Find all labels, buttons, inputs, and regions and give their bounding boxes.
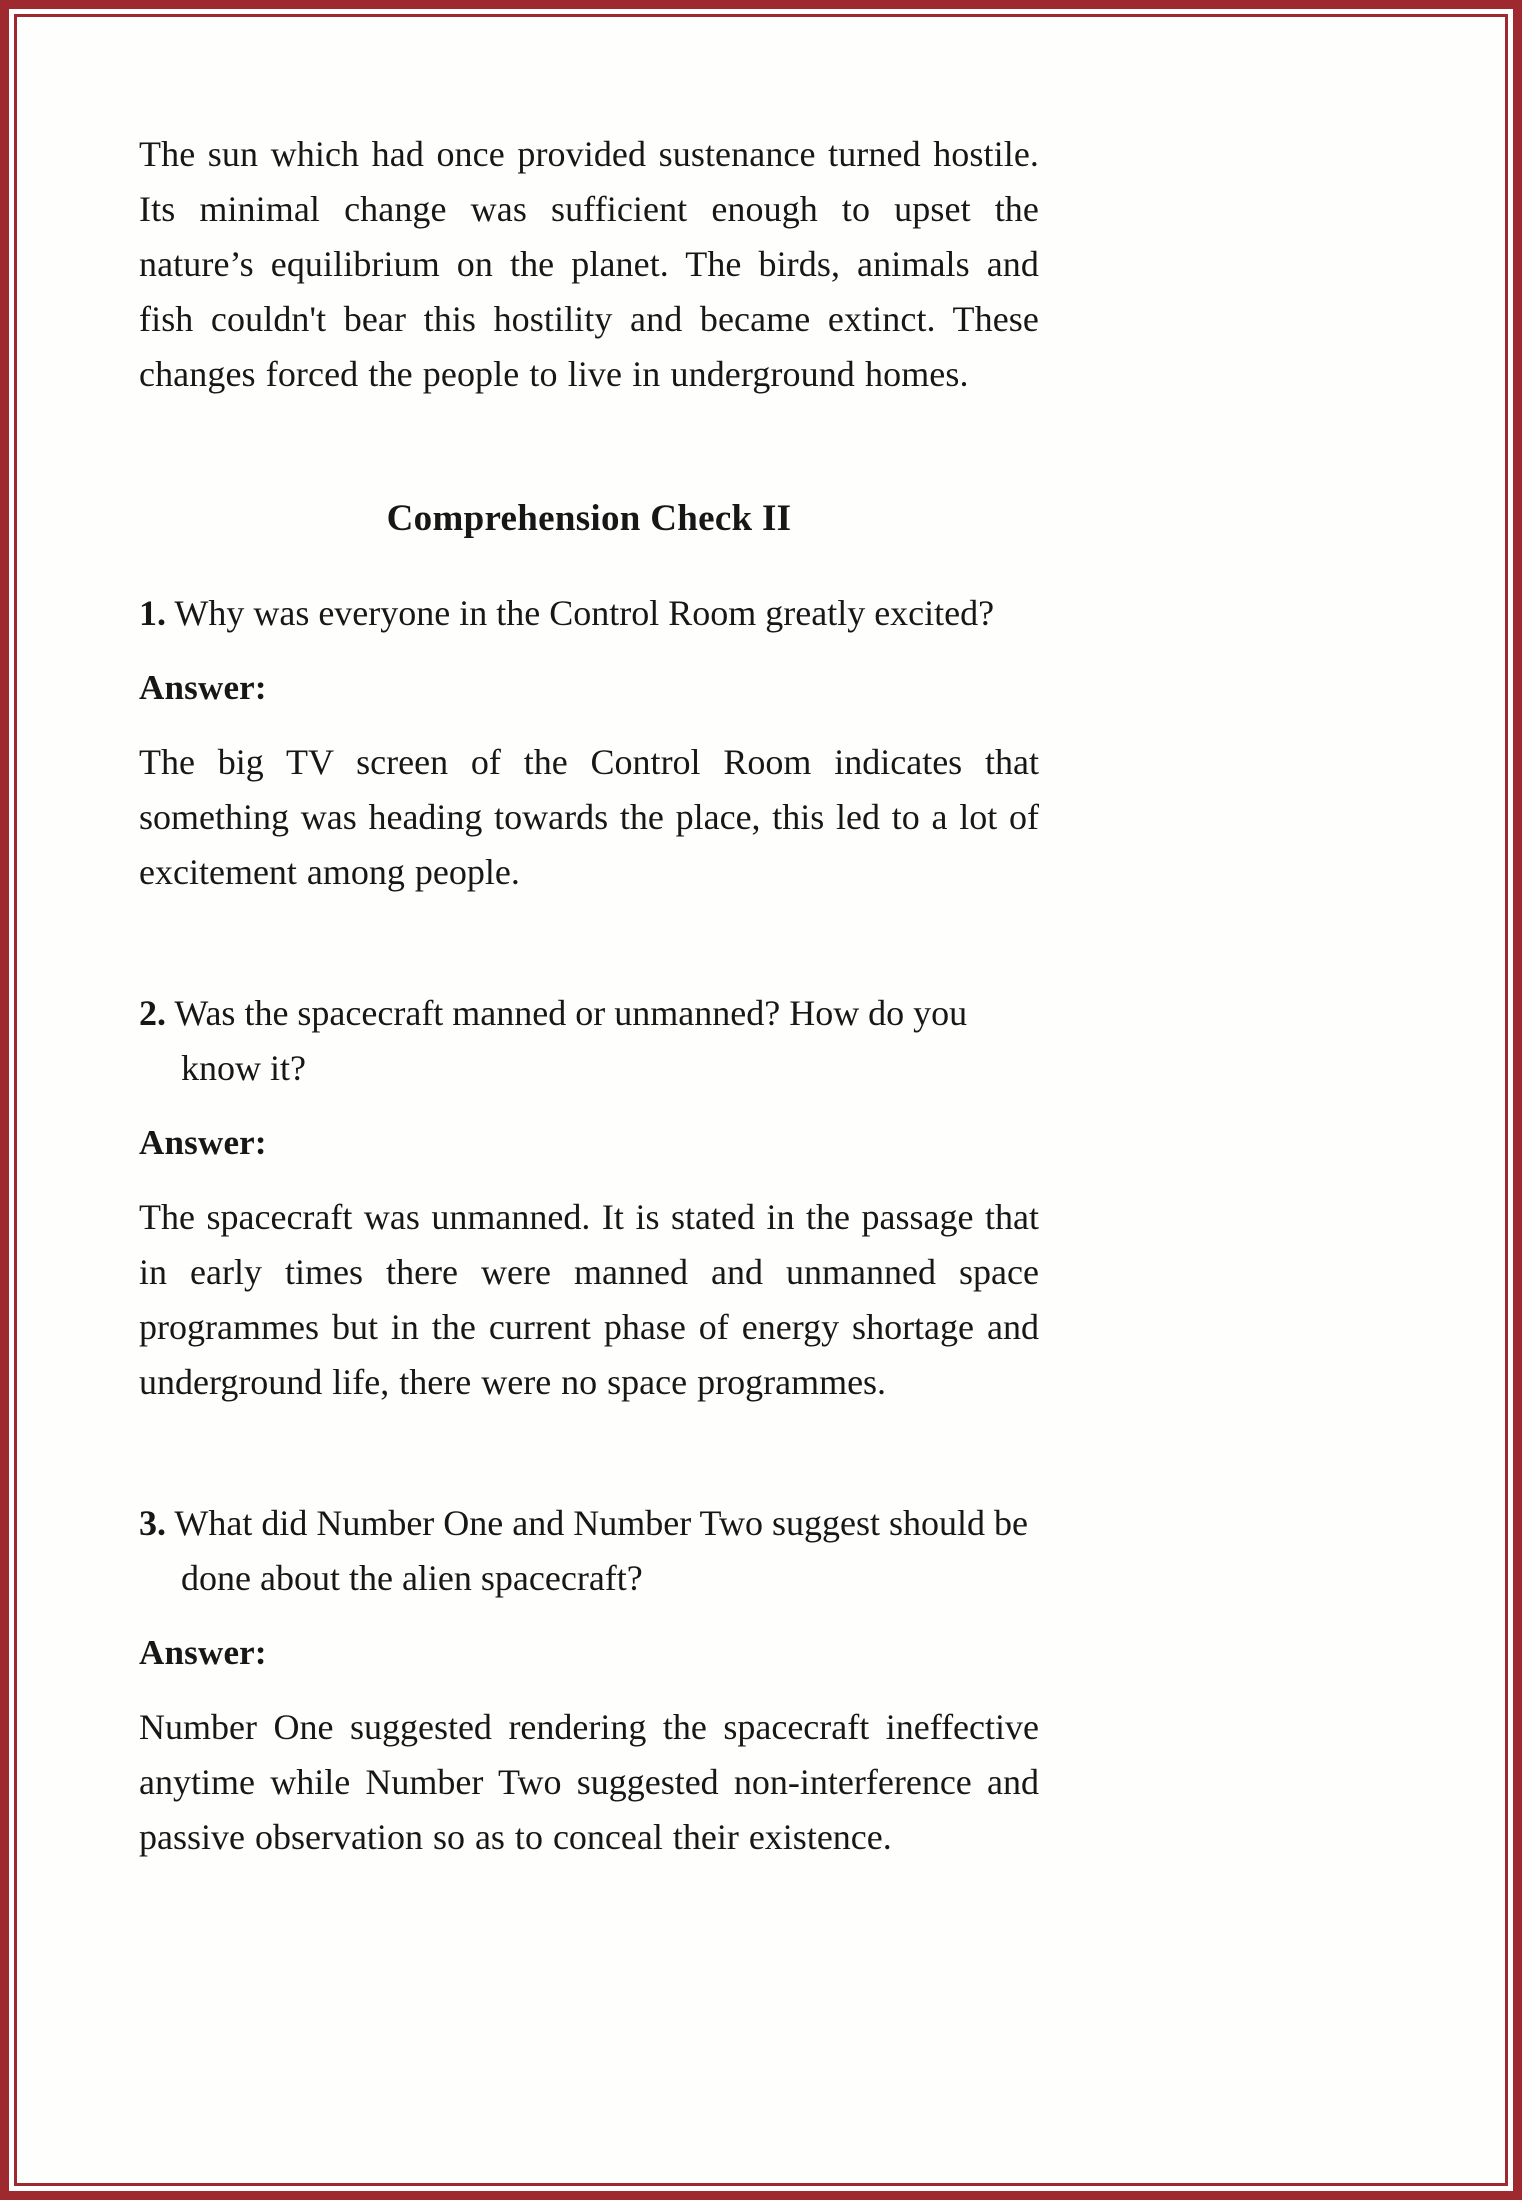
document-content-column: [139, 127, 1039, 1865]
spacer-question-1-answer: [139, 641, 1039, 663]
question-1-text: Why was everyone in the Control Room greatly excited?: [174, 593, 995, 633]
page-paper-surface: [17, 17, 1505, 2183]
spacer-after-question-1: [139, 900, 1039, 986]
section-title: Comprehension Check II: [386, 498, 792, 539]
spacer-after-question-2: [139, 1410, 1039, 1496]
spacer-answer-label-3-body: [139, 1678, 1039, 1700]
question-2: [139, 986, 1039, 1096]
question-2-number: 2.: [139, 993, 166, 1033]
intro-paragraph: The sun which had once provided sustenance turned hostile. Its minimal change was sufficient enough to upset the nature’s equilibrium on the planet. The birds, animals and fish couldn't bear this hostility and became extinct. These changes forced the people to live in underground homes.: [139, 134, 1039, 394]
question-1-number: 1.: [139, 593, 166, 633]
spacer-answer-label-1-body: [139, 713, 1039, 735]
answer-label-3: Answer:: [139, 1633, 267, 1672]
question-3-number: 3.: [139, 1503, 166, 1543]
spacer-question-2-answer: [139, 1096, 1039, 1118]
question-1: [139, 586, 1039, 641]
spacer-above-section-title: [139, 402, 1039, 494]
answer-body-1: The big TV screen of the Control Room indicates that something was heading towards the place, this led to a lot of excitement among people.: [139, 742, 1039, 892]
answer-label-1: Answer:: [139, 668, 267, 707]
question-3: [139, 1496, 1039, 1606]
question-2-text: Was the spacecraft manned or unmanned? How do you know it?: [174, 993, 968, 1088]
spacer-question-3-answer: [139, 1606, 1039, 1628]
answer-body-2: The spacecraft was unmanned. It is stated in the passage that in early times there were manned and unmanned space programmes but in the current phase of energy shortage and underground life, there were no space programmes.: [139, 1197, 1039, 1402]
answer-body-3: Number One suggested rendering the spacecraft ineffective anytime while Number Two suggested non-interference and passive observation so as to conceal their existence.: [139, 1707, 1039, 1857]
answer-label-2: Answer:: [139, 1123, 267, 1162]
spacer-answer-label-2-body: [139, 1168, 1039, 1190]
spacer-below-section-title: [139, 544, 1039, 586]
question-3-text: What did Number One and Number Two suggest should be done about the alien spacecraft?: [174, 1503, 1029, 1598]
